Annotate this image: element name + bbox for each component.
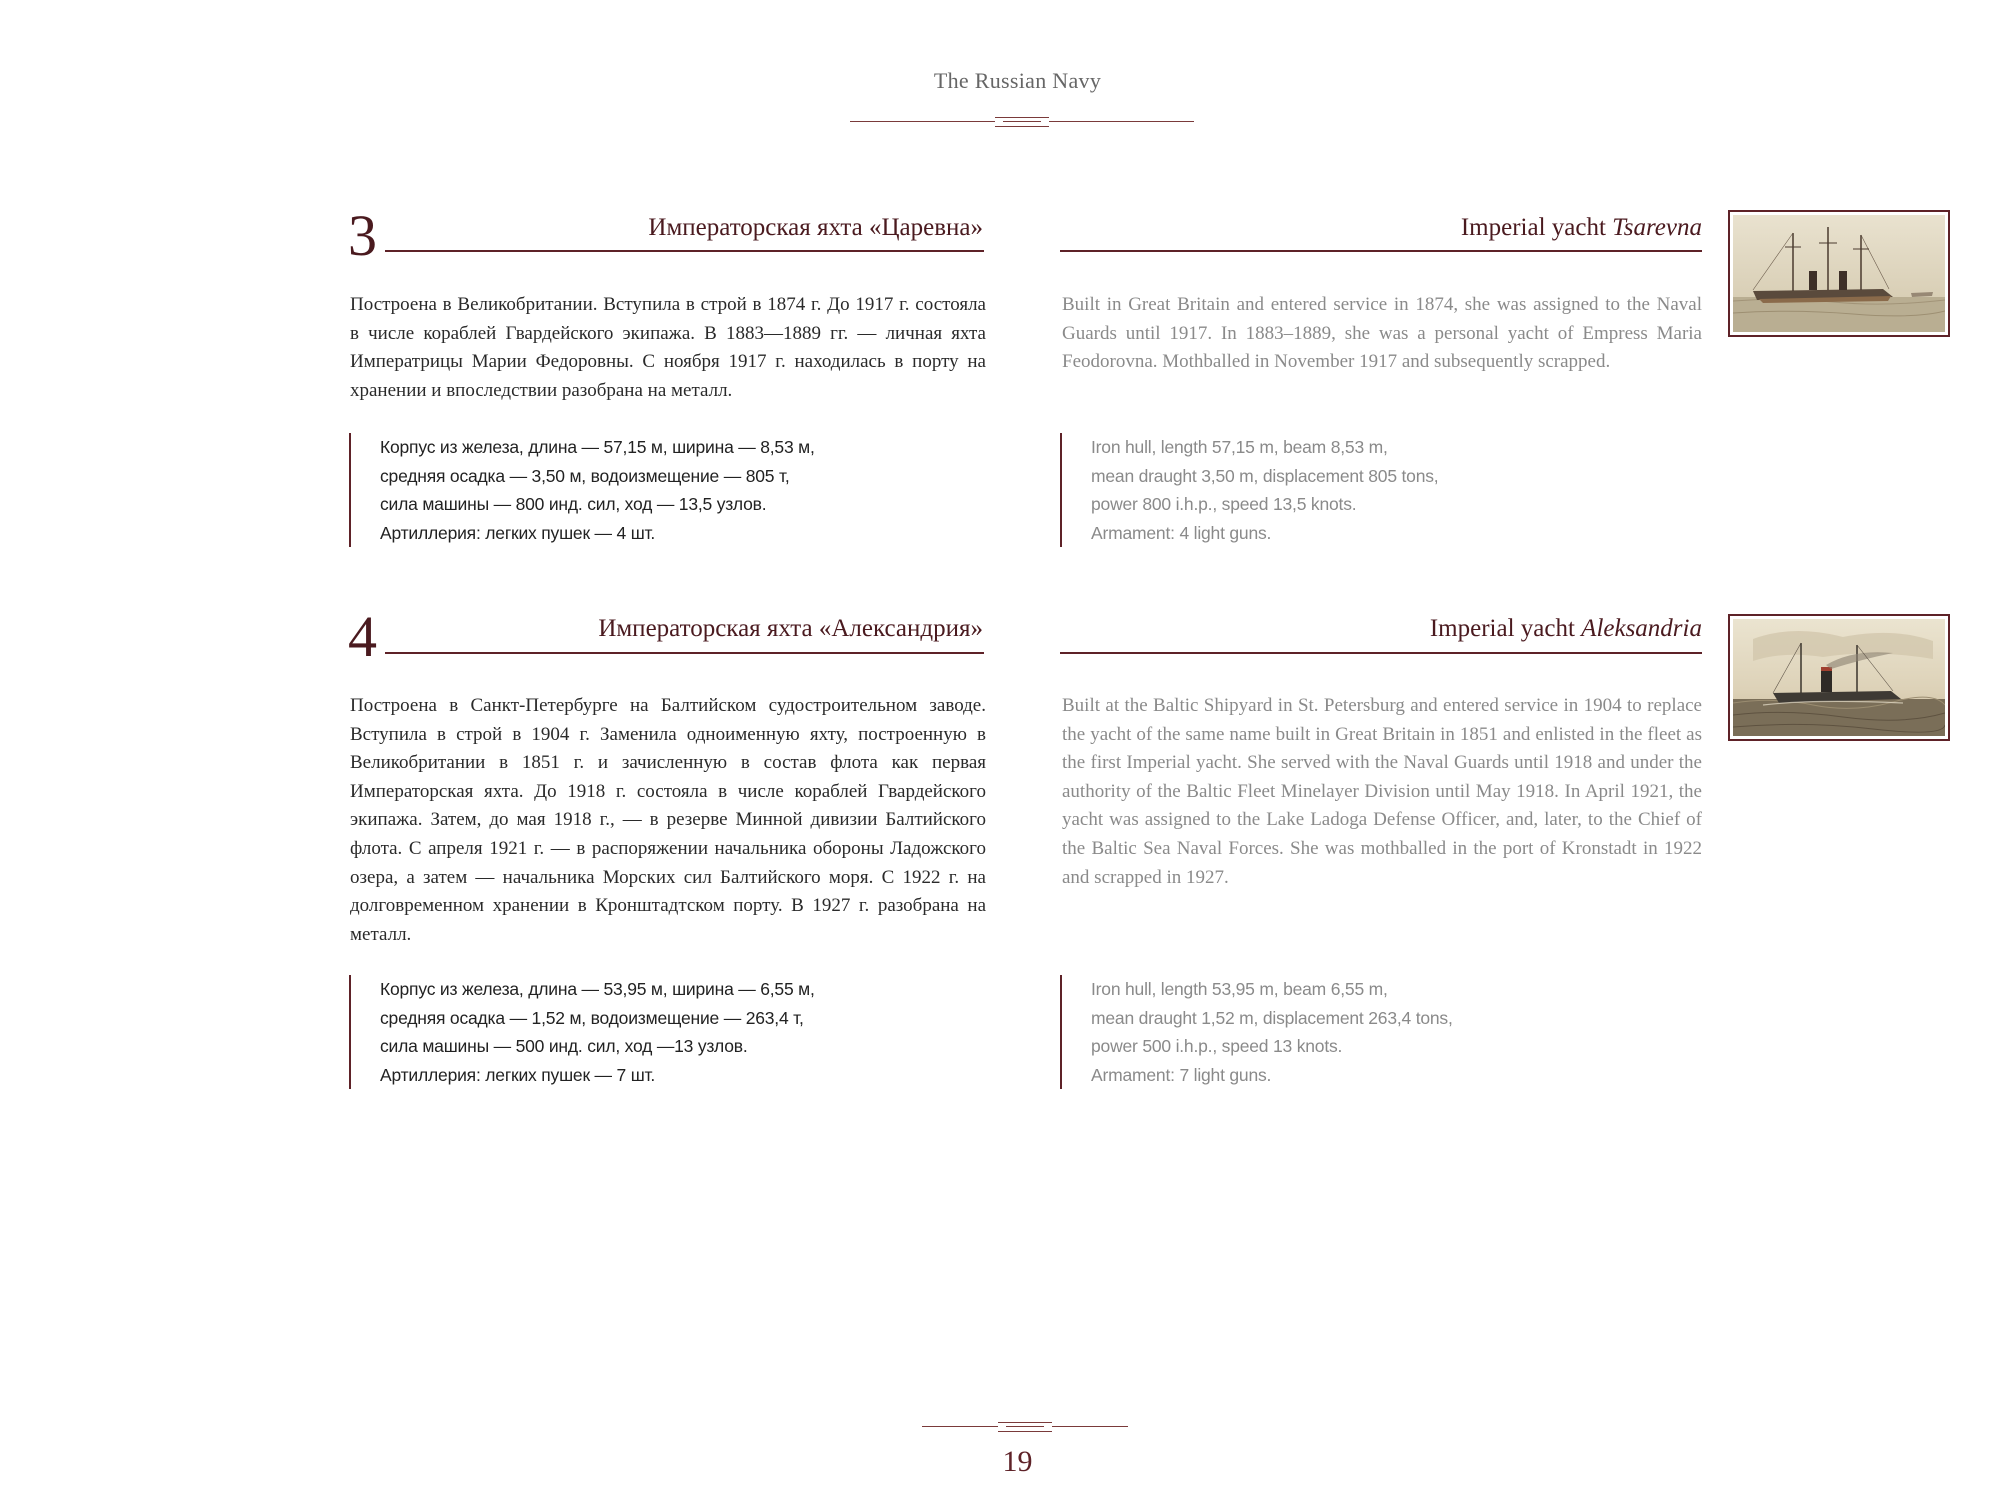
spec-line: power 800 i.h.p., speed 13,5 knots. [1091,494,1357,514]
section-title-ru: Императорская яхта «Царевна» [648,214,983,241]
heading-rule-ru [385,250,984,252]
spec-line: Iron hull, length 57,15 m, beam 8,53 m, [1091,437,1388,457]
ship-painting-tsarevna [1728,210,1950,337]
heading-rule-en [1060,652,1702,654]
running-title: The Russian Navy [933,68,1102,93]
title-en-prefix: Imperial yacht [1429,615,1582,642]
description-ru: Построена в Великобритании. Вступила в строй в 1874 г. До 1917 г. состояла в числе кораблей Гвардейского экипажа. В 1883—1889 гг. — личная яхта Императрицы Марии Федоровны. С ноября 1917 г. находилась в порту на хранении и впоследствии разобрана на металл. [350,294,986,401]
footer-ornament-rule [922,1421,1128,1433]
yacht-painting-image [1733,215,1945,332]
yacht-painting-image [1733,619,1945,736]
title-en-prefix: Imperial yacht [1460,214,1613,241]
spec-line: power 500 i.h.p., speed 13 knots. [1091,1036,1343,1056]
heading-rule-en [1060,250,1702,252]
heading-rule-ru [385,652,984,654]
section-number: 4 [348,604,377,669]
specs-ru [349,433,815,547]
spec-line: сила машины — 500 инд. сил, ход —13 узлов. [380,1036,748,1056]
spec-line: Armament: 7 light guns. [1091,1064,1272,1085]
ship-name-en: Tsarevna [1612,214,1702,241]
section-title-ru: Императорская яхта «Александрия» [598,615,983,642]
specs-ru [349,975,815,1089]
spec-line: сила машины — 800 инд. сил, ход — 13,5 узлов. [380,494,767,514]
description-ru: Построена в Санкт-Петербурге на Балтийском судостроительном заводе. Вступила в строй в 1904 г. Заменила одноименную яхту, построенную в Великобритании в 1851 г. и зачисленную в состав флота как первая Императорская яхта. До 1918 г. состояла в числе кораблей Гвардейского экипажа. Затем, до мая 1918 г., — в резерве Минной дивизии Балтийского флота. С апреля 1921 г. — в распоряжении начальника обороны Ладожского озера, а затем — начальника Морских сил Балтийского моря. С 1922 г. на долговременном хранении в Кронштадтском порту. В 1927 г. разобрана на металл. [350,695,986,945]
spec-line: Iron hull, length 53,95 m, beam 6,55 m, [1091,979,1388,999]
spec-line: Корпус из железа, длина — 53,95 м, ширина — 6,55 м, [380,979,815,999]
ship-name-en: Aleksandria [1581,615,1702,642]
page-number: 19 [1002,1445,1033,1478]
spec-line: Артиллерия: легких пушек — 4 шт. [380,522,656,543]
spec-line: средняя осадка — 1,52 м, водоизмещение — 263,4 т, [380,1007,804,1028]
description-en: Built at the Baltic Shipyard in St. Petersburg and entered service in 1904 to replace the yacht of the same name built in Great Britain in 1851 and enlisted in the fleet as the first Imperial yacht. She served with the Naval Guards until 1918 and under the authority of the Baltic Fleet Minelayer Division until May 1918. In April 1921, the yacht was assigned to the Lake Ladoga Defense Officer, and, later, to the Chief of the Baltic Sea Naval Forces. She was mothballed in the port of Kronstadt in 1922 and scrapped in 1927. [1062,695,1702,888]
spec-line: mean draught 1,52 m, displacement 263,4 tons, [1091,1007,1453,1028]
section-title-en [1060,615,1702,643]
spec-line: mean draught 3,50 m, displacement 805 tons, [1091,465,1439,486]
description-en: Built in Great Britain and entered service in 1874, she was assigned to the Naval Guards until 1917. In 1883–1889, she was a personal yacht of Empress Maria Feodorovna. Mothballed in November 1917 and subsequently scrapped. [1062,294,1702,373]
spec-line: Корпус из железа, длина — 57,15 м, ширина — 8,53 м, [380,437,815,457]
header-ornament-rule [850,116,1194,128]
spec-line: средняя осадка — 3,50 м, водоизмещение — 805 т, [380,465,790,486]
specs-en [1060,975,1453,1089]
section-number: 3 [348,203,377,268]
ship-painting-aleksandria [1728,614,1950,741]
section-title-en [1060,214,1702,242]
spec-line: Артиллерия: легких пушек — 7 шт. [380,1064,656,1085]
spec-line: Armament: 4 light guns. [1091,522,1272,543]
specs-en [1060,433,1438,547]
